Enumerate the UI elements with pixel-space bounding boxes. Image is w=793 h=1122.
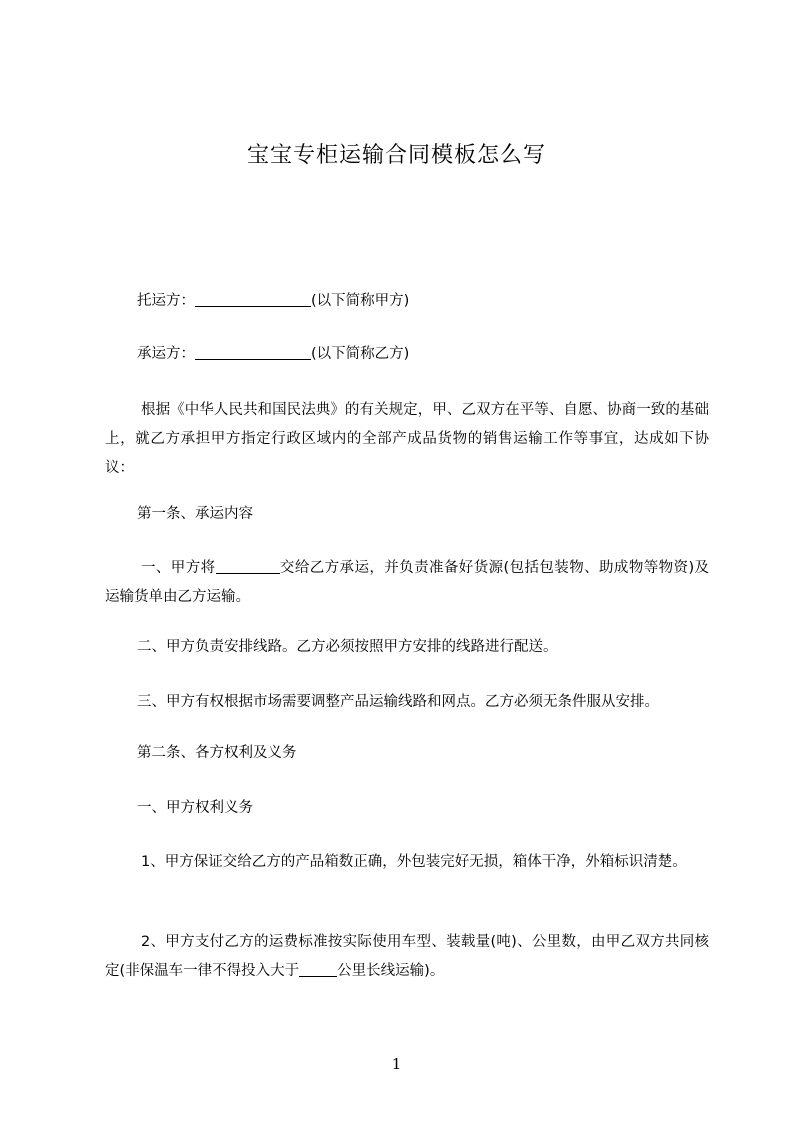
document-title: 宝宝专柜运输合同模板怎么写 [246,143,546,168]
article1-item2: 二、甲方负责安排线路。乙方必须按照甲方安排的线路进行配送。 [137,639,558,655]
distance-blank [299,962,337,978]
article1-item1-rest: 交给乙方承运，并负责准备好货源(包括包装物、助成物等物资)及运输货单由乙方运输。 [105,560,710,605]
article2-point2-lead: 2、甲方支付乙方的运费标准按实际使用车型、装载量(吨)、公里数，由甲乙双方共同核定(非保温车一律不得投入大于 [105,934,709,979]
article1-item1-lead: 一、甲方将 [141,560,216,576]
carrier-line [105,340,709,369]
article1-heading: 第一条、承运内容 [137,506,253,522]
shipper-label: 托运方： [137,293,195,309]
carrier-suffix: (以下简称乙方) [311,346,410,362]
shipper-suffix: (以下简称甲方) [311,293,410,309]
carrier-name-blank [195,345,311,361]
article2-point1: 1、甲方保证交给乙方的产品箱数正确，外包装完好无损，箱体干净，外箱标识清楚。 [141,854,687,870]
article1-item3: 三、甲方有权根据市场需要调整产品运输线路和网点。乙方必须无条件服从安排。 [137,694,659,710]
shipper-line [105,287,709,316]
shipper-name-blank [195,292,311,308]
preamble-paragraph: 根据《中华人民共和国民法典》的有关规定，甲、乙双方在平等、自愿、协商一致的基础上，就乙方承担甲方指定行政区域内的全部产成品货物的销售运输工作等事宜，达成如下协议： [105,402,709,476]
carrier-label: 承运方： [137,346,195,362]
article2-point2-rest: 公里长线运输)。 [337,963,445,979]
article1-item1 [105,554,709,612]
article2-heading: 第二条、各方权利及义务 [137,745,297,761]
article2-point2 [105,928,709,986]
goods-blank [216,559,280,575]
page-number: 1 [391,1055,402,1073]
article2-sub1-heading: 一、甲方权利义务 [137,800,253,816]
